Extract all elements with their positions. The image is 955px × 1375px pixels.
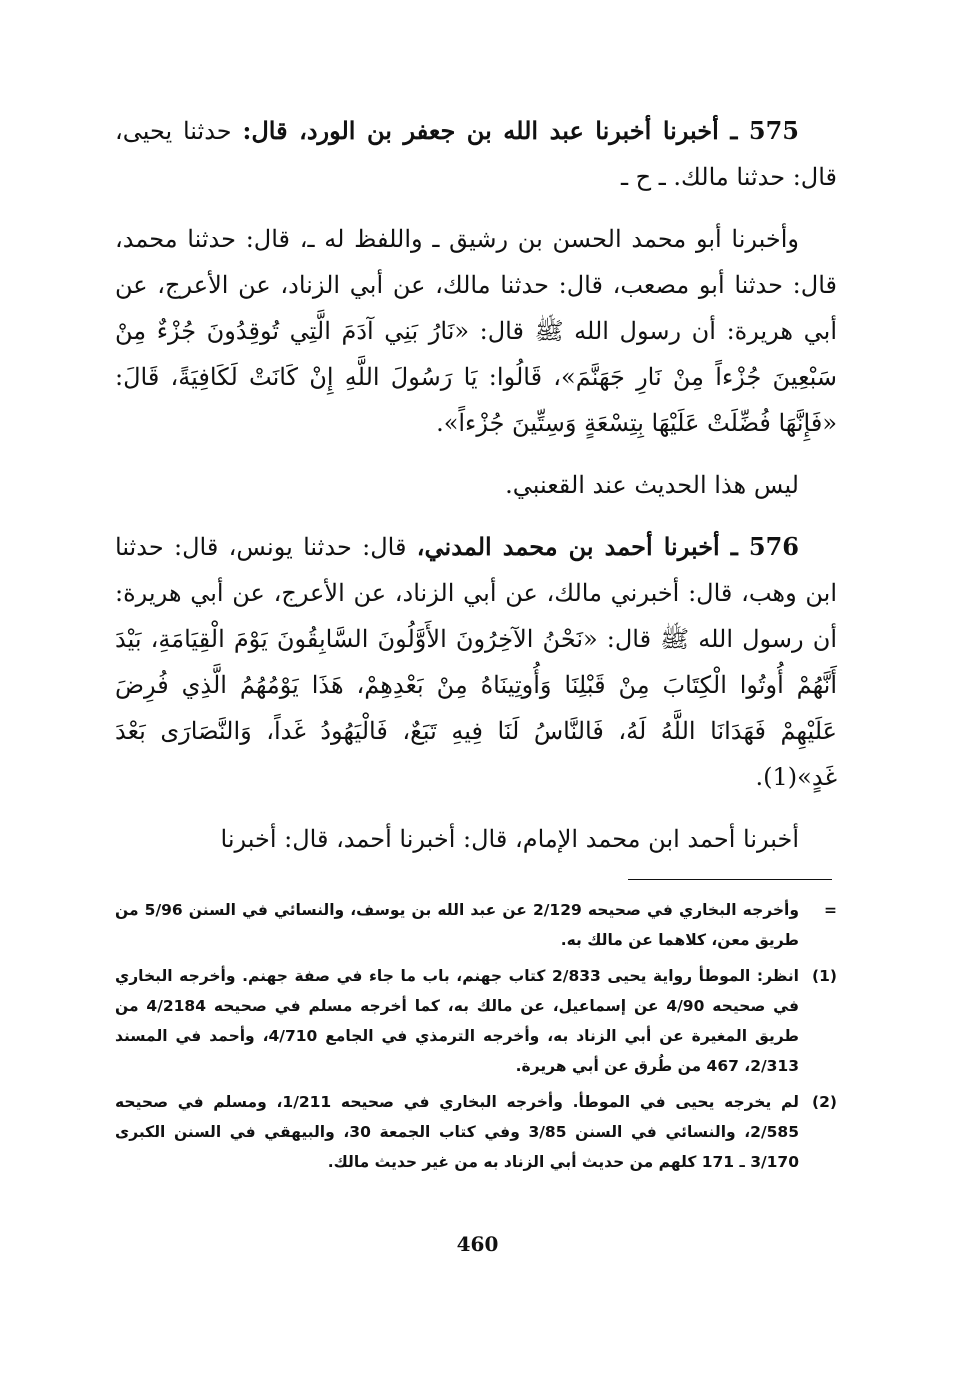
footnote-marker: (2) [812, 1093, 837, 1111]
hadith-text: حدثنا يحيى، قال: حدثنا مالك. ـ ح ـ [115, 117, 837, 191]
hadith-575 [115, 108, 837, 200]
hadith-lead: أخبرنا أحمد بن محمد المدني، [416, 532, 720, 561]
page-number: 460 [456, 1232, 499, 1256]
footnote-2 [115, 1087, 837, 1177]
note-text: ليس هذا الحديث عند القعنبي. [505, 471, 799, 499]
footnote-text: وأخرجه البخاري في صحيحه 2/129 عن عبد الله بن يوسف، والنسائي في السنن 5/96 من طريق معن، كلاهما عن مالك به. [115, 901, 799, 949]
hadith-575-second-chain [115, 216, 837, 446]
footnote-separator [628, 879, 832, 880]
hadith-text: أخبرنا أحمد ابن محمد الإمام، قال: أخبرنا أحمد، قال: أخبرنا [220, 825, 799, 853]
hadith-number: 576 ـ [719, 532, 799, 561]
editor-note [115, 462, 837, 508]
footnote-continued [115, 895, 837, 955]
hadith-text: وأخبرنا أبو محمد الحسن بن رشيق ـ واللفظ له ـ، قال: حدثنا محمد، قال: حدثنا أبو مصعب، قال: حدثنا مالك، عن أبي الزناد، عن الأعرج، عن أبي هريرة: أن رسول الله ﷺ قال: «نَارُ بَنِي آدَمَ الَّتِي تُوقِدُونَ جُزْءٌ مِنْ سَبْعِينَ جُزْءاً مِنْ نَارِ جَهَنَّمَ»، قَالُوا: يَا رَسُولَ اللَّهِ إِنْ كَانَتْ لَكَافِيَةً، قَالَ: «فَإِنَّهَا فُضِّلَتْ عَلَيْهَا بِتِسْعَةٍ وَسِتِّينَ جُزْءاً». [115, 225, 837, 437]
footnote-1 [115, 961, 837, 1081]
hadith-576-second-chain [115, 816, 837, 862]
hadith-576 [115, 524, 837, 800]
hadith-number: 575 ـ [718, 116, 799, 145]
footnote-text: انظر: الموطأ رواية يحيى 2/833 كتاب جهنم، باب ما جاء في صفة جهنم. وأخرجه البخاري في صحيحه 4/90 عن إسماعيل، عن مالك به، كما أخرجه مسلم في صحيحه 4/2184 من طريق المغيرة عن أبي الزناد به، وأخرجه الترمذي في الجامع 4/710، وأحمد في المسند 2/313، 467 من طُرق عن أبي هريرة. [115, 967, 800, 1075]
footnotes [115, 895, 837, 1183]
footnote-marker: (1) [812, 967, 837, 985]
main-text [115, 108, 837, 878]
footnote-marker: = [824, 901, 837, 919]
footnote-text: لم يخرجه يحيى في الموطأ. وأخرجه البخاري في صحيحه 1/211، ومسلم في صحيحه 2/585، والنسائي في السنن 3/85 وفي كتاب الجمعة 30، والبيهقي في السنن الكبرى 3/170 ـ 171 كلهم من حديث أبي الزناد به من غير حديث مالك. [115, 1093, 799, 1171]
hadith-lead: أخبرنا أخبرنا عبد الله بن جعفر بن الورد، قال: [242, 116, 719, 145]
hadith-text: قال: حدثنا يونس، قال: حدثنا ابن وهب، قال: أخبرني مالك، عن أبي الزناد، عن الأعرج، عن أبي هريرة: أن رسول الله ﷺ قال: «نَحْنُ الآخِرُونَ الأَوَّلُونَ السَّابِقُونَ يَوْمَ الْقِيَامَةِ، بَيْدَ أَنَّهُمْ أُوتُوا الْكِتَابَ مِنْ قَبْلِنَا وَأُوتِينَاهُ مِنْ بَعْدِهِمْ، هَذَا يَوْمُهُمُ الَّذِي فُرِضَ عَلَيْهِمْ فَهَدَانَا اللَّهُ لَهُ، فَالنَّاسُ لَنَا فِيهِ تَبَعٌ، فَالْيَهُودُ غَداً، وَالنَّصَارَى بَعْدَ غَدٍ»(1). [115, 533, 837, 791]
